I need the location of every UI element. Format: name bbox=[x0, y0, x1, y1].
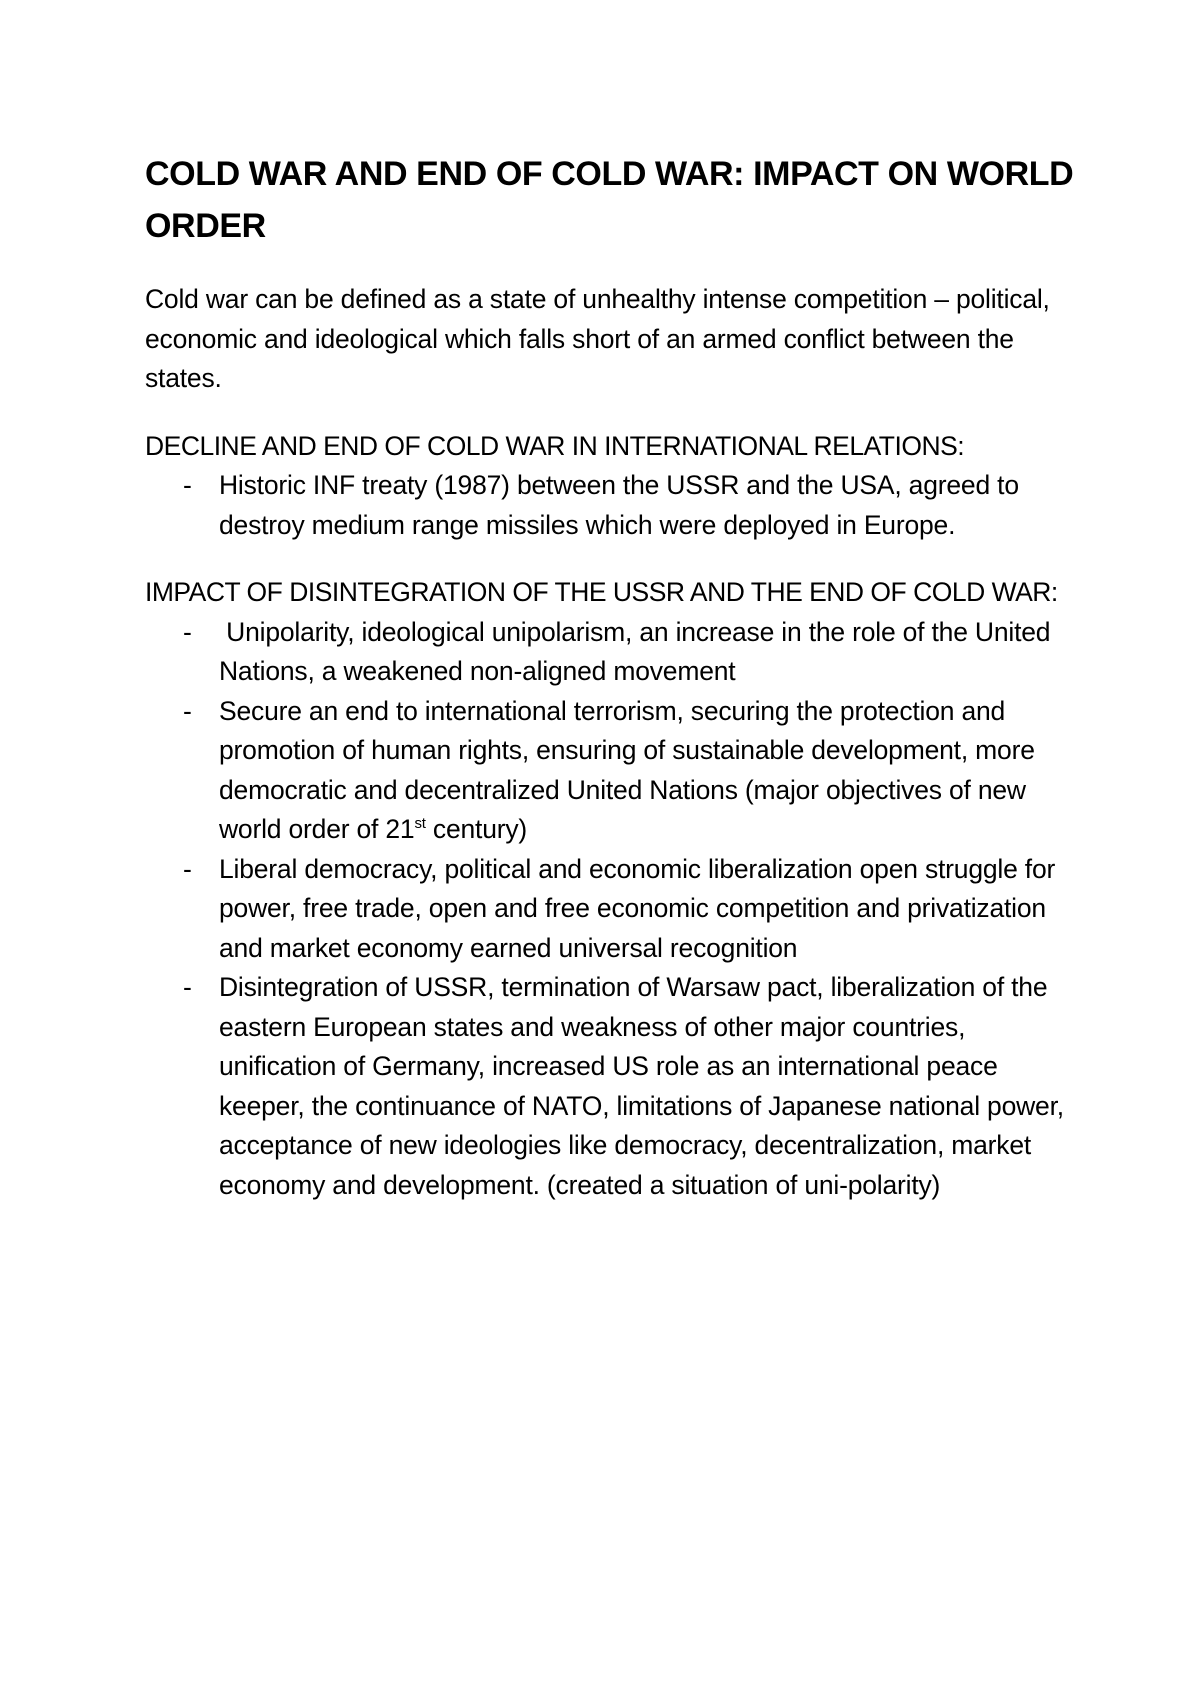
list-item-text-tail: century) bbox=[425, 814, 528, 844]
section-heading: IMPACT OF DISINTEGRATION OF THE USSR AND THE END OF COLD WAR: bbox=[145, 577, 1058, 607]
document-title: COLD WAR AND END OF COLD WAR: IMPACT ON WORLD ORDER bbox=[145, 155, 1074, 245]
list-item bbox=[145, 968, 1075, 1205]
document-content bbox=[145, 148, 1075, 1205]
bullet-list bbox=[145, 613, 1075, 1206]
bullet-marker: - bbox=[183, 616, 192, 647]
section-impact-disintegration bbox=[145, 573, 1075, 1205]
list-item bbox=[145, 613, 1075, 692]
ordinal-superscript: st bbox=[414, 815, 426, 833]
section-heading: DECLINE AND END OF COLD WAR IN INTERNATIONAL RELATIONS: bbox=[145, 430, 965, 461]
list-item-text: Historic INF treaty (1987) between the USSR and the USA, agreed to destroy medium range missiles which were deployed in Europe. bbox=[219, 470, 1019, 540]
bullet-marker: - bbox=[183, 972, 192, 1002]
bullet-marker: - bbox=[183, 853, 192, 884]
list-item bbox=[145, 466, 1075, 545]
bullet-list bbox=[145, 466, 1075, 545]
list-item-text: Disintegration of USSR, termination of Warsaw pact, liberalization of the eastern European states and weakness of other major countries, unification of Germany, increased US role as an international peace keeper, the continuance of NATO, limitations of Japanese national power, acceptance of new ideologies like democracy, decentralization, market economy and development. (created a situation of uni-polarity) bbox=[219, 972, 1064, 1200]
bullet-marker: - bbox=[183, 695, 192, 726]
list-item bbox=[145, 692, 1075, 850]
list-item bbox=[145, 850, 1075, 969]
list-item-text: Secure an end to international terrorism, securing the protection and promotion of human rights, ensuring of sustainable development, more democratic and decentralized United Nations (major objectives of new world order of 21 bbox=[219, 695, 1035, 844]
bullet-marker: - bbox=[183, 470, 192, 500]
list-item-text: Unipolarity, ideological unipolarism, an increase in the role of the United Nations, a weakened non-aligned movement bbox=[219, 616, 1058, 686]
intro-paragraph: Cold war can be defined as a state of unhealthy intense competition – political, economic and ideological which falls short of an armed conflict between the states. bbox=[145, 284, 1050, 393]
list-item-text: Liberal democracy, political and economic liberalization open struggle for power, free trade, open and free economic competition and privatization and market economy earned universal recognition bbox=[219, 853, 1056, 963]
section-decline-end-cold-war bbox=[145, 427, 1075, 546]
